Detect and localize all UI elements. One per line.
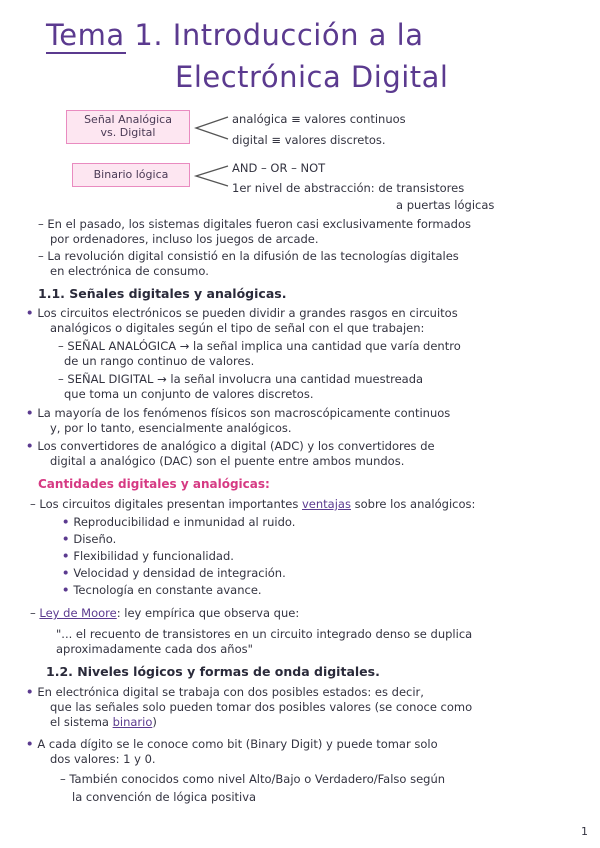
bullet-icon: • — [26, 406, 38, 420]
moore-quote-line-2: aproximadamente cada dos años" — [56, 642, 253, 656]
ventajas-link: ventajas — [302, 497, 351, 511]
s11-b2-line-1: • La mayoría de los fenómenos físicos son macroscópicamente continuos — [26, 406, 451, 420]
bullet-icon: • — [26, 737, 38, 751]
list-item: • Tecnología en constante avance. — [62, 583, 262, 597]
quantities-heading: Cantidades digitales y analógicas: — [38, 477, 270, 491]
bullet-icon: • — [26, 685, 38, 699]
s12-b3-line-1: – También conocidos como nivel Alto/Bajo o Verdadero/Falso según — [60, 772, 446, 786]
s11-b3-line-1: • Los convertidores de analógico a digital (ADC) y los convertidores de — [26, 439, 435, 453]
bullet-icon: • — [26, 439, 38, 453]
digital-note: digital ≡ valores discretos. — [232, 133, 386, 147]
analog-note: analógica ≡ valores continuos — [232, 112, 406, 126]
s11-b2-line-2: y, por lo tanto, esencialmente analógicos. — [50, 421, 292, 435]
title-prefix: Tema 1. — [46, 18, 164, 52]
moore-quote-line-1: "... el recuento de transistores en un circuito integrado denso se duplica — [56, 627, 473, 641]
analog-signal-line-2: de un rango continuo de valores. — [64, 354, 255, 368]
s12-b3-line-2: la convención de lógica positiva — [72, 790, 257, 804]
box-line-2: vs. Digital — [100, 126, 156, 139]
binario-link: binario — [112, 715, 153, 729]
s12-b1-line-3: el sistema binario) — [50, 715, 157, 729]
list-item: • Reproducibilidad e inmunidad al ruido. — [62, 515, 296, 529]
box-line-1: Señal Analógica — [84, 113, 172, 126]
binary-logic-box: Binario lógica — [72, 163, 190, 187]
gates-note: AND – OR – NOT — [232, 161, 326, 175]
digital-signal-line-2: que toma un conjunto de valores discretos. — [64, 387, 314, 401]
digital-signal-line-1: – SEÑAL DIGITAL → la señal involucra una cantidad muestreada — [58, 372, 424, 386]
brace-arrows-icon-2 — [192, 162, 232, 190]
abstraction-note-2: a puertas lógicas — [396, 198, 495, 212]
analog-signal-line-1: – SEÑAL ANALÓGICA → la señal implica una cantidad que varía dentro — [58, 339, 461, 353]
list-item: • Flexibilidad y funcionalidad. — [62, 549, 234, 563]
page-title-line-2: Electrónica Digital — [175, 60, 449, 94]
s12-b2-line-2: dos valores: 1 y 0. — [50, 752, 156, 766]
bullet-icon: • — [26, 306, 38, 320]
section-1-2-heading: 1.2. Niveles lógicos y formas de onda digitales. — [46, 664, 380, 679]
abstraction-note-1: 1er nivel de abstracción: de transistores — [232, 181, 465, 195]
s12-b1-line-1: • En electrónica digital se trabaja con dos posibles estados: es decir, — [26, 685, 424, 699]
intro-p1-line-1: – En el pasado, los sistemas digitales fueron casi exclusivamente formados — [38, 217, 471, 231]
moore-line: – Ley de Moore: ley empírica que observa que: — [30, 606, 300, 620]
title-rest: Introducción a la — [172, 18, 424, 52]
intro-p2-line-2: en electrónica de consumo. — [50, 264, 209, 278]
page-title-line-1 — [46, 18, 424, 52]
s12-b1-line-2: que las señales solo pueden tomar dos posibles valores (se conoce como — [50, 700, 473, 714]
quantities-lead: – Los circuitos digitales presentan importantes ventajas sobre los analógicos: — [30, 497, 476, 511]
intro-p1-line-2: por ordenadores, incluso los juegos de arcade. — [50, 232, 319, 246]
page-number: 1 — [581, 825, 588, 838]
s12-b2-line-1: • A cada dígito se le conoce como bit (Binary Digit) y puede tomar solo — [26, 737, 438, 751]
intro-p2-line-1: – La revolución digital consistió en la difusión de las tecnologías digitales — [38, 249, 459, 263]
list-item: • Velocidad y densidad de integración. — [62, 566, 286, 580]
analog-vs-digital-box — [66, 110, 190, 144]
s11-b1-line-1: • Los circuitos electrónicos se pueden dividir a grandes rasgos en circuitos — [26, 306, 458, 320]
list-item: • Diseño. — [62, 532, 117, 546]
brace-arrows-icon — [192, 112, 232, 144]
moore-law-link: Ley de Moore — [39, 606, 117, 620]
s11-b1-line-2: analógicos o digitales según el tipo de señal con el que trabajen: — [50, 321, 425, 335]
s11-b3-line-2: digital a analógico (DAC) son el puente entre ambos mundos. — [50, 454, 405, 468]
title-underline — [46, 52, 126, 54]
section-1-1-heading: 1.1. Señales digitales y analógicas. — [38, 286, 287, 301]
